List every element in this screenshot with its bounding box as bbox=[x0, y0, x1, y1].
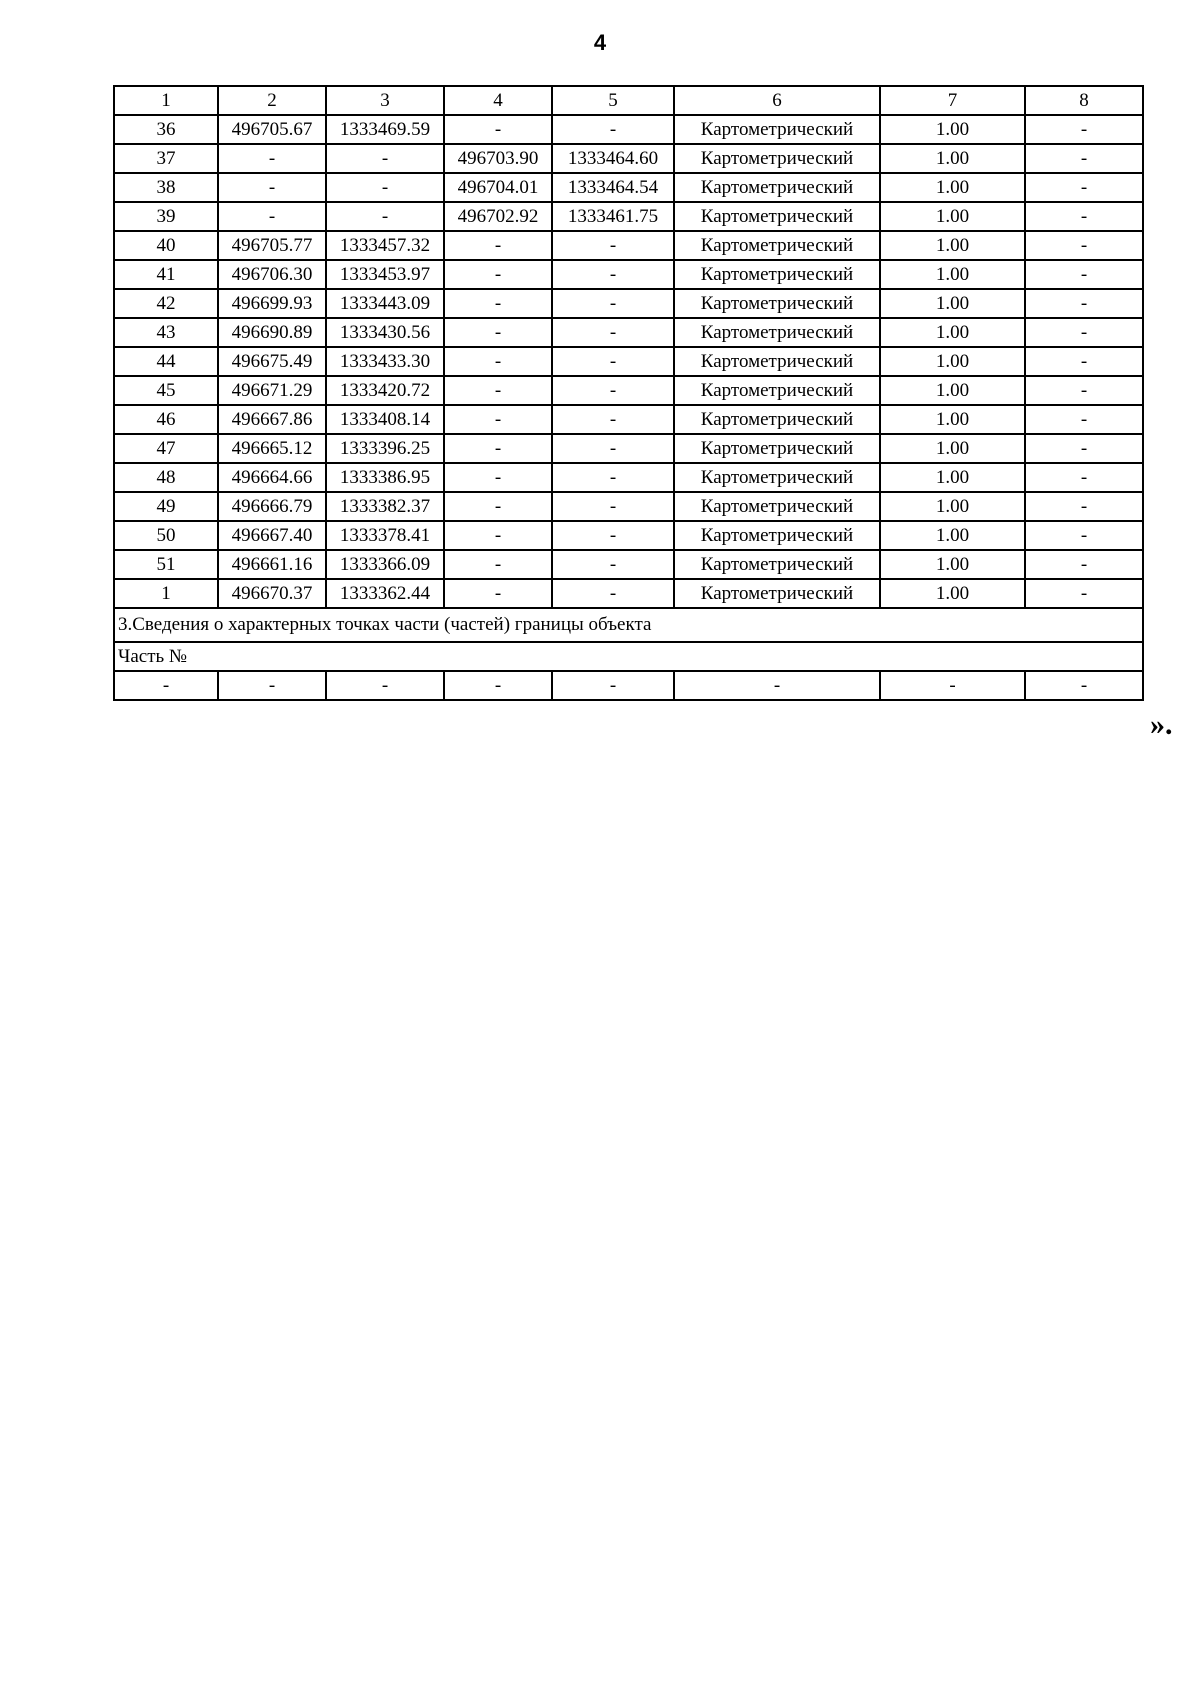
table-cell: - bbox=[444, 115, 552, 144]
table-cell: - bbox=[444, 579, 552, 608]
table-cell: - bbox=[1025, 463, 1143, 492]
table-cell: - bbox=[552, 318, 674, 347]
table-cell: - bbox=[1025, 492, 1143, 521]
table-cell: Картометрический bbox=[674, 260, 880, 289]
table-cell: - bbox=[218, 202, 326, 231]
table-cell: - bbox=[1025, 347, 1143, 376]
table-cell: 496667.40 bbox=[218, 521, 326, 550]
table-cell: - bbox=[552, 492, 674, 521]
table-cell: - bbox=[444, 231, 552, 260]
table-cell: - bbox=[1025, 289, 1143, 318]
table-cell: - bbox=[552, 550, 674, 579]
section-title-row bbox=[114, 608, 1143, 642]
table-cell: - bbox=[114, 671, 218, 700]
table-cell: 496703.90 bbox=[444, 144, 552, 173]
table-cell: 1.00 bbox=[880, 434, 1025, 463]
empty-part-row bbox=[114, 671, 1143, 700]
table-cell: 1333378.41 bbox=[326, 521, 444, 550]
table-cell: 1.00 bbox=[880, 463, 1025, 492]
table-cell: 496665.12 bbox=[218, 434, 326, 463]
table-cell: 1333457.32 bbox=[326, 231, 444, 260]
column-header: 2 bbox=[218, 86, 326, 115]
table-cell: - bbox=[444, 434, 552, 463]
table-cell: 496702.92 bbox=[444, 202, 552, 231]
table-row bbox=[114, 231, 1143, 260]
table-cell: 496690.89 bbox=[218, 318, 326, 347]
table-cell: 40 bbox=[114, 231, 218, 260]
table-cell: - bbox=[444, 376, 552, 405]
table-cell: - bbox=[1025, 318, 1143, 347]
table-row bbox=[114, 376, 1143, 405]
table-row bbox=[114, 260, 1143, 289]
table-cell: Картометрический bbox=[674, 550, 880, 579]
table-cell: 1.00 bbox=[880, 289, 1025, 318]
table-cell: 1333464.54 bbox=[552, 173, 674, 202]
table-cell: Картометрический bbox=[674, 347, 880, 376]
table-cell: Картометрический bbox=[674, 144, 880, 173]
table-cell: - bbox=[444, 289, 552, 318]
table-cell: Картометрический bbox=[674, 463, 880, 492]
column-header: 7 bbox=[880, 86, 1025, 115]
table-row bbox=[114, 115, 1143, 144]
table-cell: 496699.93 bbox=[218, 289, 326, 318]
table-cell: - bbox=[552, 231, 674, 260]
table-cell: - bbox=[880, 671, 1025, 700]
table-cell: - bbox=[552, 289, 674, 318]
table-cell: 51 bbox=[114, 550, 218, 579]
table-cell: 496675.49 bbox=[218, 347, 326, 376]
table-cell: - bbox=[1025, 521, 1143, 550]
table-cell: 1333464.60 bbox=[552, 144, 674, 173]
table-cell: 37 bbox=[114, 144, 218, 173]
table-cell: 42 bbox=[114, 289, 218, 318]
table-cell: 1 bbox=[114, 579, 218, 608]
table-cell: 1333453.97 bbox=[326, 260, 444, 289]
table-cell: 496666.79 bbox=[218, 492, 326, 521]
table-cell: - bbox=[1025, 376, 1143, 405]
table-cell: Картометрический bbox=[674, 115, 880, 144]
table-cell: 1.00 bbox=[880, 318, 1025, 347]
table-row bbox=[114, 550, 1143, 579]
table-cell: - bbox=[326, 202, 444, 231]
table-cell: - bbox=[1025, 434, 1143, 463]
table-cell: - bbox=[444, 405, 552, 434]
table-cell: 496664.66 bbox=[218, 463, 326, 492]
table-cell: - bbox=[1025, 579, 1143, 608]
table-cell: - bbox=[552, 579, 674, 608]
table-footer bbox=[114, 608, 1143, 700]
table-cell: - bbox=[1025, 671, 1143, 700]
table-cell: 47 bbox=[114, 434, 218, 463]
table-cell: 50 bbox=[114, 521, 218, 550]
table-cell: Картометрический bbox=[674, 521, 880, 550]
table-cell: Картометрический bbox=[674, 231, 880, 260]
table-cell: - bbox=[326, 671, 444, 700]
table-cell: 496661.16 bbox=[218, 550, 326, 579]
table-cell: 1333430.56 bbox=[326, 318, 444, 347]
table-cell: Картометрический bbox=[674, 405, 880, 434]
table-cell: - bbox=[552, 405, 674, 434]
table-cell: - bbox=[1025, 202, 1143, 231]
page-number: 4 bbox=[593, 30, 607, 55]
column-header: 1 bbox=[114, 86, 218, 115]
table-cell: 44 bbox=[114, 347, 218, 376]
table-cell: 496705.77 bbox=[218, 231, 326, 260]
table-cell: 1.00 bbox=[880, 492, 1025, 521]
table-row bbox=[114, 173, 1143, 202]
table-cell: 46 bbox=[114, 405, 218, 434]
table-cell: 1.00 bbox=[880, 376, 1025, 405]
table-cell: 496705.67 bbox=[218, 115, 326, 144]
table-cell: 1333382.37 bbox=[326, 492, 444, 521]
table-cell: - bbox=[326, 173, 444, 202]
table-cell: - bbox=[218, 671, 326, 700]
table-cell: - bbox=[444, 671, 552, 700]
table-cell: 36 bbox=[114, 115, 218, 144]
table-cell: 1.00 bbox=[880, 405, 1025, 434]
table-row bbox=[114, 347, 1143, 376]
part-label-row bbox=[114, 642, 1143, 671]
table-cell: 496671.29 bbox=[218, 376, 326, 405]
table-row bbox=[114, 521, 1143, 550]
table-cell: - bbox=[552, 434, 674, 463]
table-cell: - bbox=[1025, 115, 1143, 144]
table-cell: - bbox=[552, 347, 674, 376]
table-cell: 43 bbox=[114, 318, 218, 347]
part-label: Часть № bbox=[114, 642, 1143, 671]
table-cell: 48 bbox=[114, 463, 218, 492]
table-cell: 1.00 bbox=[880, 144, 1025, 173]
table-cell: - bbox=[552, 260, 674, 289]
table-cell: 1333386.95 bbox=[326, 463, 444, 492]
table-cell: Картометрический bbox=[674, 492, 880, 521]
table-cell: 1333366.09 bbox=[326, 550, 444, 579]
table-row bbox=[114, 579, 1143, 608]
table-cell: Картометрический bbox=[674, 318, 880, 347]
table-cell: - bbox=[1025, 231, 1143, 260]
table-row bbox=[114, 144, 1143, 173]
table-cell: - bbox=[444, 550, 552, 579]
table-cell: 496704.01 bbox=[444, 173, 552, 202]
table-cell: 41 bbox=[114, 260, 218, 289]
table-cell: - bbox=[552, 376, 674, 405]
table-cell: Картометрический bbox=[674, 173, 880, 202]
table-cell: 1.00 bbox=[880, 202, 1025, 231]
table-cell: - bbox=[1025, 144, 1143, 173]
table-cell: 1.00 bbox=[880, 260, 1025, 289]
table-cell: 1.00 bbox=[880, 521, 1025, 550]
table-row bbox=[114, 318, 1143, 347]
table-cell: - bbox=[552, 115, 674, 144]
table-cell: - bbox=[444, 260, 552, 289]
column-header: 6 bbox=[674, 86, 880, 115]
table-row bbox=[114, 463, 1143, 492]
table-cell: 49 bbox=[114, 492, 218, 521]
table-row bbox=[114, 434, 1143, 463]
table-cell: Картометрический bbox=[674, 202, 880, 231]
table-cell: 38 bbox=[114, 173, 218, 202]
table-cell: - bbox=[218, 144, 326, 173]
table-row bbox=[114, 405, 1143, 434]
table-header-row bbox=[114, 86, 1143, 115]
table-cell: 1333469.59 bbox=[326, 115, 444, 144]
table-cell: - bbox=[326, 144, 444, 173]
table-cell: - bbox=[1025, 173, 1143, 202]
column-header: 4 bbox=[444, 86, 552, 115]
table-row bbox=[114, 202, 1143, 231]
closing-quote-mark: ». bbox=[1150, 708, 1173, 741]
table-cell: - bbox=[1025, 260, 1143, 289]
table-cell: 1333396.25 bbox=[326, 434, 444, 463]
table-cell: 1333443.09 bbox=[326, 289, 444, 318]
table-cell: 45 bbox=[114, 376, 218, 405]
table-cell: 1.00 bbox=[880, 347, 1025, 376]
table-cell: 1333408.14 bbox=[326, 405, 444, 434]
table-cell: 496667.86 bbox=[218, 405, 326, 434]
table-cell: - bbox=[1025, 405, 1143, 434]
table-cell: 496670.37 bbox=[218, 579, 326, 608]
table-cell: - bbox=[1025, 550, 1143, 579]
table-row bbox=[114, 289, 1143, 318]
table-cell: 1.00 bbox=[880, 115, 1025, 144]
table-cell: Картометрический bbox=[674, 289, 880, 318]
table-cell: 1.00 bbox=[880, 550, 1025, 579]
table-cell: 39 bbox=[114, 202, 218, 231]
table-cell: Картометрический bbox=[674, 579, 880, 608]
table-cell: 1333461.75 bbox=[552, 202, 674, 231]
table-cell: 1333420.72 bbox=[326, 376, 444, 405]
section-title: 3.Сведения о характерных точках части (частей) границы объекта bbox=[114, 608, 1143, 642]
table-cell: 1333433.30 bbox=[326, 347, 444, 376]
table-cell: - bbox=[552, 463, 674, 492]
table-cell: Картометрический bbox=[674, 434, 880, 463]
table-cell: - bbox=[552, 521, 674, 550]
table-cell: 1.00 bbox=[880, 579, 1025, 608]
table-cell: Картометрический bbox=[674, 376, 880, 405]
table-row bbox=[114, 492, 1143, 521]
table-cell: 496706.30 bbox=[218, 260, 326, 289]
table-cell: - bbox=[444, 463, 552, 492]
table-cell: - bbox=[674, 671, 880, 700]
column-header: 5 bbox=[552, 86, 674, 115]
table-cell: - bbox=[552, 671, 674, 700]
table-body bbox=[114, 86, 1143, 608]
table-cell: 1333362.44 bbox=[326, 579, 444, 608]
table-cell: - bbox=[444, 318, 552, 347]
boundary-points-table bbox=[113, 85, 1144, 701]
table-cell: - bbox=[444, 521, 552, 550]
table-cell: - bbox=[444, 492, 552, 521]
table-cell: - bbox=[218, 173, 326, 202]
table-cell: 1.00 bbox=[880, 173, 1025, 202]
column-header: 3 bbox=[326, 86, 444, 115]
table-cell: 1.00 bbox=[880, 231, 1025, 260]
table-cell: - bbox=[444, 347, 552, 376]
column-header: 8 bbox=[1025, 86, 1143, 115]
